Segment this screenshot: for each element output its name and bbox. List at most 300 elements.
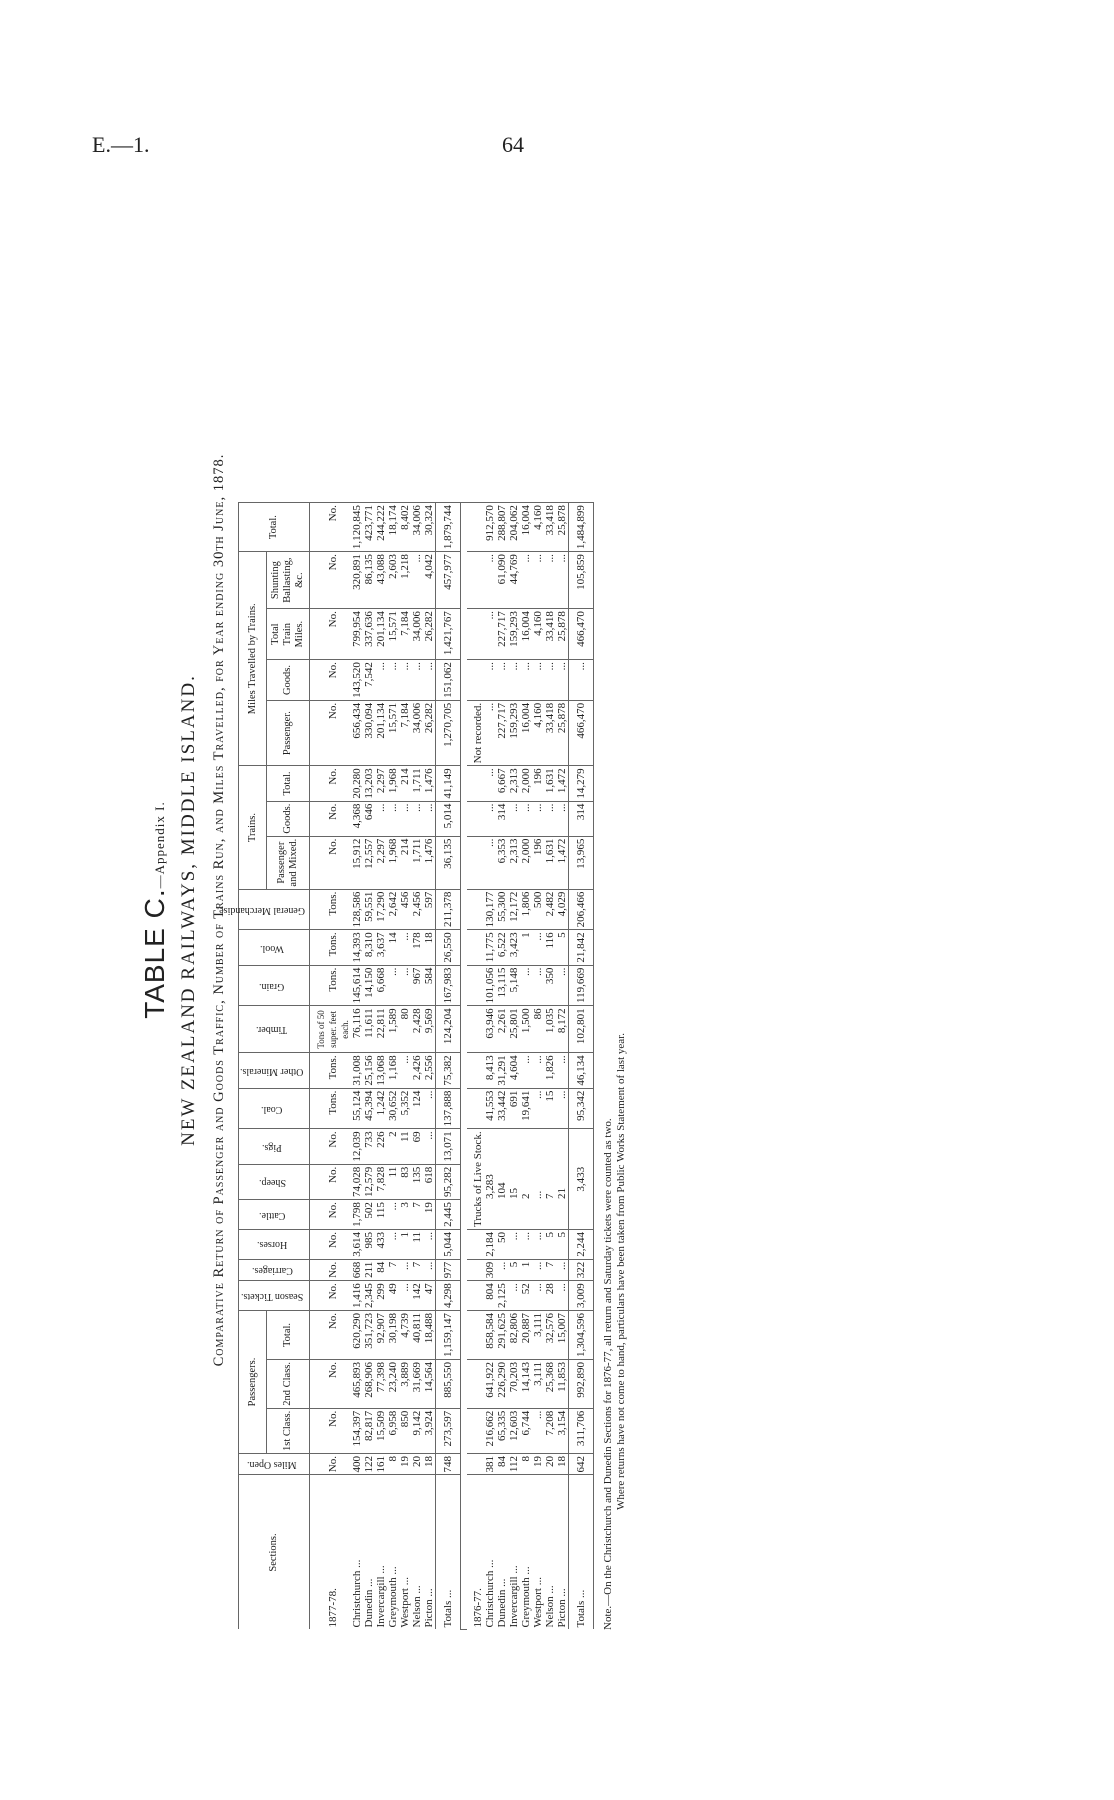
value-cell: ... <box>484 552 496 609</box>
total-cell: 206,466 <box>569 889 594 930</box>
total-cell: 1,159,147 <box>436 1310 461 1359</box>
value-cell: 55,124 <box>351 1088 363 1129</box>
livestock-trucks: 7 <box>544 1129 556 1230</box>
value-cell: 201,134 <box>375 609 387 660</box>
value-cell: 4,042 <box>423 552 436 609</box>
value-cell: 61,090 <box>496 552 508 609</box>
unit-label: Tons. <box>310 1053 352 1088</box>
total-cell: 13,965 <box>569 836 594 889</box>
value-cell: 227,717 <box>496 609 508 660</box>
value-cell: 456 <box>399 889 411 930</box>
value-cell: ... <box>387 965 399 1006</box>
value-cell: ... <box>508 1229 520 1259</box>
value-cell: 2,297 <box>375 836 387 889</box>
value-cell: ... <box>399 965 411 1006</box>
value-cell: 1,968 <box>387 836 399 889</box>
value-cell: 1,500 <box>520 1006 532 1053</box>
value-cell: ... <box>556 660 569 701</box>
value-cell: 7,208 <box>544 1408 556 1453</box>
value-cell: 7 <box>544 1259 556 1281</box>
value-cell: 76,116 <box>351 1006 363 1053</box>
value-cell: 8,402 <box>399 503 411 552</box>
value-cell: ... <box>532 1229 544 1259</box>
table-title <box>136 180 174 1640</box>
value-cell: 25,368 <box>544 1359 556 1408</box>
value-cell: 30,198 <box>387 1310 399 1359</box>
value-cell: 1,476 <box>423 836 436 889</box>
col-sections: Sections. <box>239 1475 310 1630</box>
value-cell: 30,652 <box>387 1088 399 1129</box>
unit-label: No. <box>310 1408 352 1453</box>
value-cell: 2,642 <box>387 889 399 930</box>
col-shunting: Shunting Ballasting, &c. <box>267 552 310 609</box>
value-cell: ... <box>399 801 411 836</box>
empty-cell <box>467 836 484 889</box>
value-cell: ... <box>532 1053 544 1088</box>
value-cell: ... <box>387 660 399 701</box>
value-cell: ... <box>423 1259 436 1281</box>
total-cell: 105,859 <box>569 552 594 609</box>
total-cell: 322 <box>569 1259 594 1281</box>
value-cell: 2 <box>387 1129 399 1164</box>
value-cell: 4,029 <box>556 889 569 930</box>
value-cell: 1,168 <box>387 1053 399 1088</box>
value-cell: 8 <box>520 1454 532 1476</box>
value-cell: 1,476 <box>423 766 436 801</box>
table-body <box>310 503 594 1630</box>
value-cell: 130,177 <box>484 889 496 930</box>
empty-cell <box>467 1006 484 1053</box>
value-cell: ... <box>532 1281 544 1311</box>
value-cell: 1,798 <box>351 1200 363 1230</box>
value-cell: 985 <box>363 1229 375 1259</box>
value-cell: 19 <box>532 1454 544 1476</box>
value-cell: 145,614 <box>351 965 363 1006</box>
totals-label: Totals ... <box>436 1475 461 1630</box>
value-cell: 216,662 <box>484 1408 496 1453</box>
empty-cell <box>467 965 484 1006</box>
table-row <box>544 503 556 1630</box>
table-row <box>363 503 375 1630</box>
unit-label: No. <box>310 836 352 889</box>
value-cell: 52 <box>520 1281 532 1311</box>
value-cell: 291,625 <box>496 1310 508 1359</box>
value-cell: ... <box>544 660 556 701</box>
value-cell: 3,889 <box>399 1359 411 1408</box>
value-cell: 858,584 <box>484 1310 496 1359</box>
value-cell: 7 <box>411 1200 423 1230</box>
value-cell: 6,744 <box>520 1408 532 1453</box>
value-cell: 214 <box>399 766 411 801</box>
table-row <box>411 503 423 1630</box>
value-cell: 16,004 <box>520 700 532 765</box>
value-cell: 1,806 <box>520 889 532 930</box>
total-cell: 5,014 <box>436 801 461 836</box>
value-cell: 1 <box>520 1259 532 1281</box>
value-cell: 31,008 <box>351 1053 363 1088</box>
value-cell: 7,184 <box>399 700 411 765</box>
total-cell: 885,550 <box>436 1359 461 1408</box>
value-cell: 5 <box>556 1229 569 1259</box>
col-miles-passenger: Passenger. <box>267 700 310 765</box>
unit-label: Tons. <box>310 930 352 965</box>
value-cell: 646 <box>363 801 375 836</box>
value-cell: ... <box>423 1129 436 1164</box>
value-cell: 7 <box>411 1259 423 1281</box>
empty-cell <box>467 1454 484 1476</box>
value-cell: 82,817 <box>363 1408 375 1453</box>
value-cell: 25,878 <box>556 503 569 552</box>
year-label: 1877-78. <box>327 1588 339 1628</box>
table-row <box>399 503 411 1630</box>
value-cell: 14 <box>387 930 399 965</box>
value-cell: 34,006 <box>411 700 423 765</box>
value-cell: 1,120,845 <box>351 503 363 552</box>
unit-label: Tons. <box>310 1088 352 1129</box>
col-coal: Coal. <box>239 1088 310 1129</box>
value-cell: 30,324 <box>423 503 436 552</box>
value-cell: 3,924 <box>423 1408 436 1453</box>
value-cell: ... <box>496 660 508 701</box>
col-trains-passenger-mixed: Passenger and Mixed. <box>267 836 310 889</box>
col-grain: Grain. <box>239 965 310 1006</box>
total-cell: 1,304,596 <box>569 1310 594 1359</box>
value-cell: 226,290 <box>496 1359 508 1408</box>
value-cell: 25,878 <box>556 609 569 660</box>
value-cell: 2,603 <box>387 552 399 609</box>
value-cell: 2,261 <box>496 1006 508 1053</box>
note-line-2: Where returns have not come to hand, particulars have been taken from Public Works Statement of last year. <box>615 1033 627 1510</box>
table-row <box>532 503 544 1630</box>
value-cell: 82,806 <box>508 1310 520 1359</box>
col-wool: Wool. <box>239 930 310 965</box>
total-cell: 95,342 <box>569 1088 594 1129</box>
value-cell: 15,571 <box>387 700 399 765</box>
value-cell: 1 <box>399 1229 411 1259</box>
value-cell: 33,418 <box>544 503 556 552</box>
unit-label: No. <box>310 801 352 836</box>
value-cell: 1,589 <box>387 1006 399 1053</box>
totals-label: Totals ... <box>569 1475 594 1630</box>
section-name: Invercargill ... <box>508 1565 520 1628</box>
value-cell: ... <box>508 1281 520 1311</box>
unit-label: No. <box>310 700 352 765</box>
section-name: Greymouth ... <box>520 1566 532 1628</box>
value-cell: 320,891 <box>351 552 363 609</box>
value-cell: ... <box>375 660 387 701</box>
table-row <box>423 503 436 1630</box>
value-cell: 12,172 <box>508 889 520 930</box>
value-cell: 2,125 <box>496 1281 508 1311</box>
appendix-label: —Appendix I. <box>152 801 167 889</box>
value-cell: 161 <box>375 1454 387 1476</box>
value-cell: 351,723 <box>363 1310 375 1359</box>
section-name: Dunedin ... <box>496 1578 508 1628</box>
value-cell: 11 <box>387 1164 399 1199</box>
value-cell: ... <box>387 1229 399 1259</box>
year-label: 1876-77. <box>472 1588 484 1628</box>
value-cell: 25,878 <box>556 700 569 765</box>
value-cell: 12,579 <box>363 1164 375 1199</box>
value-cell: 288,807 <box>496 503 508 552</box>
value-cell: 20 <box>544 1454 556 1476</box>
value-cell: ... <box>496 1259 508 1281</box>
empty-cell <box>467 660 484 701</box>
value-cell: 2,297 <box>375 766 387 801</box>
section-name: Westport ... <box>532 1577 544 1628</box>
section-name: Christchurch ... <box>484 1559 496 1628</box>
section-name: Invercargill ... <box>375 1565 387 1628</box>
value-cell: 423,771 <box>363 503 375 552</box>
total-cell: 124,204 <box>436 1006 461 1053</box>
value-cell: 41,553 <box>484 1088 496 1129</box>
value-cell: 2,482 <box>544 889 556 930</box>
value-cell: 6,958 <box>387 1408 399 1453</box>
col-second-class: 2nd Class. <box>267 1359 310 1408</box>
livestock-trucks: 21 <box>556 1129 569 1230</box>
col-trains-goods: Goods. <box>267 801 310 836</box>
value-cell: 159,293 <box>508 609 520 660</box>
total-cell: 314 <box>569 801 594 836</box>
value-cell: 45,394 <box>363 1088 375 1129</box>
value-cell: 7,184 <box>399 609 411 660</box>
value-cell: 26,282 <box>423 609 436 660</box>
value-cell: 1,242 <box>375 1088 387 1129</box>
value-cell: 25,156 <box>363 1053 375 1088</box>
value-cell: 227,717 <box>496 700 508 765</box>
value-cell: 9,142 <box>411 1408 423 1453</box>
value-cell: 4,739 <box>399 1310 411 1359</box>
section-name: Nelson ... <box>544 1585 556 1628</box>
total-cell: 14,279 <box>569 766 594 801</box>
unit-label: No. <box>310 1129 352 1164</box>
value-cell: 5 <box>508 1259 520 1281</box>
value-cell: ... <box>520 1053 532 1088</box>
value-cell: 2,428 <box>411 1006 423 1053</box>
value-cell: 1 <box>520 930 532 965</box>
value-cell: 5,352 <box>399 1088 411 1129</box>
empty-cell <box>467 889 484 930</box>
total-cell: 466,470 <box>569 609 594 660</box>
total-cell: 1,879,744 <box>436 503 461 552</box>
value-cell: ... <box>484 700 496 765</box>
value-cell: 3,637 <box>375 930 387 965</box>
col-grand-total: Total. <box>239 503 310 552</box>
empty-cell <box>467 1088 484 1129</box>
value-cell: ... <box>556 1259 569 1281</box>
value-cell: 201,134 <box>375 700 387 765</box>
value-cell: 309 <box>484 1259 496 1281</box>
value-cell: 122 <box>363 1454 375 1476</box>
value-cell: ... <box>532 930 544 965</box>
value-cell: 733 <box>363 1129 375 1164</box>
value-cell: 19 <box>399 1454 411 1476</box>
value-cell: 154,397 <box>351 1408 363 1453</box>
total-cell: 311,706 <box>569 1408 594 1453</box>
value-cell: 2,345 <box>363 1281 375 1311</box>
value-cell: 381 <box>484 1454 496 1476</box>
rotated-page-content <box>130 180 890 1640</box>
empty-cell <box>467 1259 484 1281</box>
value-cell: 74,028 <box>351 1164 363 1199</box>
value-cell: 19 <box>423 1200 436 1230</box>
totals-row <box>569 503 594 1630</box>
value-cell: 196 <box>532 836 544 889</box>
value-cell: 618 <box>423 1164 436 1199</box>
value-cell: 83 <box>399 1164 411 1199</box>
value-cell: 31,669 <box>411 1359 423 1408</box>
value-cell: ... <box>532 1088 544 1129</box>
value-cell: ... <box>532 965 544 1006</box>
value-cell: 244,222 <box>375 503 387 552</box>
value-cell: 8,172 <box>556 1006 569 1053</box>
value-cell: ... <box>423 1088 436 1129</box>
value-cell: 214 <box>399 836 411 889</box>
unit-label: No. <box>310 609 352 660</box>
value-cell: 116 <box>544 930 556 965</box>
value-cell: 14,143 <box>520 1359 532 1408</box>
col-group-miles-travelled: Miles Travelled by Trains. <box>239 552 267 766</box>
col-pigs: Pigs. <box>239 1129 310 1164</box>
value-cell: 8,413 <box>484 1053 496 1088</box>
unit-label: No. <box>310 1200 352 1230</box>
unit-label: No. <box>310 1281 352 1311</box>
total-cell: 41,149 <box>436 766 461 801</box>
total-cell: 137,888 <box>436 1088 461 1129</box>
livestock-trucks: 3,283 <box>484 1129 496 1230</box>
value-cell: 1,968 <box>387 766 399 801</box>
total-cell: 119,669 <box>569 965 594 1006</box>
col-trains-total: Total. <box>267 766 310 801</box>
value-cell: ... <box>520 552 532 609</box>
value-cell: 2,000 <box>520 836 532 889</box>
value-cell: 32,576 <box>544 1310 556 1359</box>
value-cell: ... <box>532 552 544 609</box>
value-cell: 142 <box>411 1281 423 1311</box>
value-cell: 115 <box>375 1200 387 1230</box>
value-cell: 6,353 <box>496 836 508 889</box>
unit-label: Tons. <box>310 965 352 1006</box>
note-line-1: Note.—On the Christchurch and Dunedin Sections for 1876-77, all return and Saturday tickets were counted as two. <box>602 1118 614 1630</box>
value-cell: 14,564 <box>423 1359 436 1408</box>
col-carriages: Carriages. <box>239 1259 310 1281</box>
section-name: Nelson ... <box>411 1585 423 1628</box>
table-row <box>520 503 532 1630</box>
value-cell: 204,062 <box>508 503 520 552</box>
year-label-row <box>467 503 484 1630</box>
table-label: TABLE C. <box>139 888 170 1019</box>
total-cell: 211,378 <box>436 889 461 930</box>
value-cell: 34,006 <box>411 609 423 660</box>
col-miles-goods: Goods. <box>267 660 310 701</box>
page-header-left: E.—1. <box>92 132 150 157</box>
total-cell: 992,890 <box>569 1359 594 1408</box>
value-cell: 33,418 <box>544 700 556 765</box>
col-miles-open: Miles Open. <box>239 1454 310 1476</box>
value-cell: 22,811 <box>375 1006 387 1053</box>
total-cell: 26,550 <box>436 930 461 965</box>
value-cell: 15 <box>544 1088 556 1129</box>
value-cell: ... <box>423 660 436 701</box>
total-cell: 46,134 <box>569 1053 594 1088</box>
livestock-note: Trucks of Live Stock. <box>467 1129 484 1230</box>
unit-label: No. <box>310 1259 352 1281</box>
value-cell: 13,115 <box>496 965 508 1006</box>
value-cell: 20,887 <box>520 1310 532 1359</box>
col-passengers-total: Total. <box>267 1310 310 1359</box>
empty-cell <box>467 801 484 836</box>
unit-label: No. <box>310 660 352 701</box>
total-cell: 273,597 <box>436 1408 461 1453</box>
value-cell: 7,542 <box>363 660 375 701</box>
section-name: Westport ... <box>399 1577 411 1628</box>
section-name: Dunedin ... <box>363 1578 375 1628</box>
col-other-minerals: Other Minerals. <box>239 1053 310 1088</box>
page-number: 64 <box>502 132 524 157</box>
value-cell: 4,160 <box>532 609 544 660</box>
livestock-total: 3,433 <box>569 1129 594 1230</box>
value-cell: 597 <box>423 889 436 930</box>
unit-label: Tons of 50 super. feet each. <box>310 1006 352 1053</box>
value-cell: 11 <box>411 1229 423 1259</box>
value-cell: 912,570 <box>484 503 496 552</box>
value-cell: 6,667 <box>496 766 508 801</box>
value-cell: 11,611 <box>363 1006 375 1053</box>
section-name: Greymouth ... <box>387 1566 399 1628</box>
value-cell: 16,004 <box>520 503 532 552</box>
value-cell: 17,290 <box>375 889 387 930</box>
value-cell: 69 <box>411 1129 423 1164</box>
value-cell: 7 <box>387 1259 399 1281</box>
section-name: Christchurch ... <box>351 1559 363 1628</box>
empty-cell <box>467 552 484 609</box>
value-cell: 330,094 <box>363 700 375 765</box>
value-cell: 15,509 <box>375 1408 387 1453</box>
value-cell: 18,174 <box>387 503 399 552</box>
total-cell: 642 <box>569 1454 594 1476</box>
table-row <box>375 503 387 1630</box>
value-cell: 20 <box>411 1454 423 1476</box>
value-cell: ... <box>556 552 569 609</box>
value-cell: 11 <box>399 1129 411 1164</box>
value-cell: 80 <box>399 1006 411 1053</box>
table-row <box>508 503 520 1630</box>
value-cell: ... <box>508 801 520 836</box>
value-cell: 3,423 <box>508 930 520 965</box>
table-row <box>484 503 496 1630</box>
value-cell: 12,603 <box>508 1408 520 1453</box>
value-cell: ... <box>520 801 532 836</box>
value-cell: 47 <box>423 1281 436 1311</box>
value-cell: 14,393 <box>351 930 363 965</box>
value-cell: 11,775 <box>484 930 496 965</box>
value-cell: 2,313 <box>508 766 520 801</box>
value-cell: 4,160 <box>532 700 544 765</box>
value-cell: 465,893 <box>351 1359 363 1408</box>
value-cell: 584 <box>423 965 436 1006</box>
value-cell: 128,586 <box>351 889 363 930</box>
value-cell: 40,811 <box>411 1310 423 1359</box>
value-cell: 268,906 <box>363 1359 375 1408</box>
value-cell: 4,604 <box>508 1053 520 1088</box>
value-cell: 400 <box>351 1454 363 1476</box>
empty-cell <box>467 930 484 965</box>
empty-cell <box>467 766 484 801</box>
value-cell: 159,293 <box>508 700 520 765</box>
value-cell: 25,801 <box>508 1006 520 1053</box>
value-cell: ... <box>556 1088 569 1129</box>
value-cell: ... <box>556 1053 569 1088</box>
